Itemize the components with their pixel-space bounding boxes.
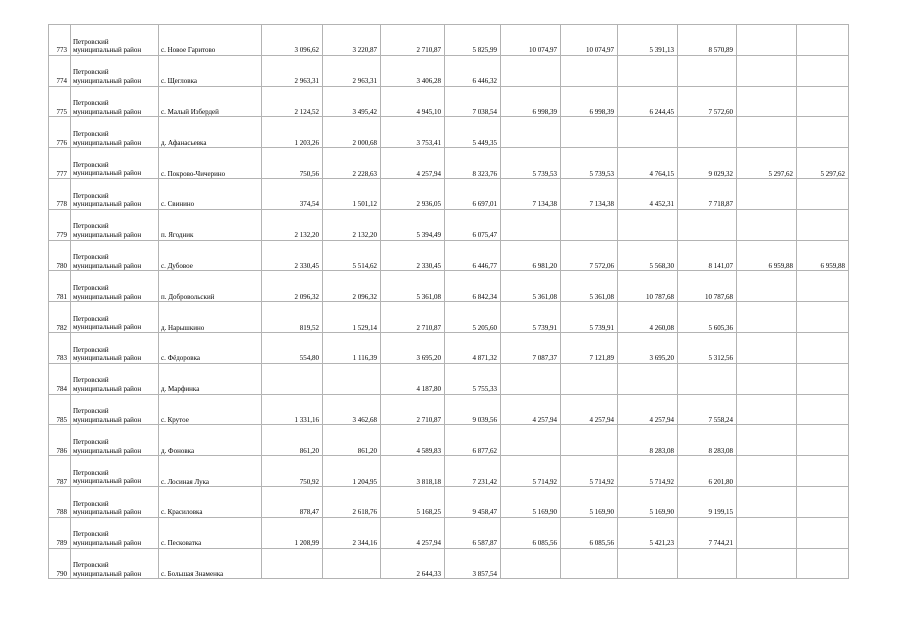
- value-cell: [797, 548, 849, 579]
- value-cell: 4 589,83: [381, 425, 445, 456]
- value-cell: [323, 363, 381, 394]
- value-cell: 5 739,91: [501, 302, 561, 333]
- value-cell: [561, 55, 618, 86]
- value-cell: 5 168,25: [381, 486, 445, 517]
- locality-name: с. Крутое: [159, 394, 262, 425]
- value-cell: [323, 548, 381, 579]
- table-row: [49, 148, 849, 179]
- value-cell: 5 568,30: [618, 240, 678, 271]
- value-cell: 5 312,56: [678, 332, 737, 363]
- table-row: [49, 209, 849, 240]
- value-cell: 6 981,20: [501, 240, 561, 271]
- table-row: [49, 363, 849, 394]
- row-number: 785: [49, 394, 71, 425]
- district-name: Петровский муниципальный район: [71, 517, 159, 548]
- value-cell: [797, 517, 849, 548]
- row-number: 774: [49, 55, 71, 86]
- row-number: 775: [49, 86, 71, 117]
- value-cell: 5 449,35: [445, 117, 501, 148]
- value-cell: [501, 425, 561, 456]
- row-number: 776: [49, 117, 71, 148]
- value-cell: 3 406,28: [381, 55, 445, 86]
- value-cell: 4 257,94: [618, 394, 678, 425]
- value-cell: 5 421,23: [618, 517, 678, 548]
- value-cell: 6 446,77: [445, 240, 501, 271]
- value-cell: [797, 425, 849, 456]
- locality-name: д. Нарышкино: [159, 302, 262, 333]
- value-cell: [737, 25, 797, 56]
- district-name: Петровский муниципальный район: [71, 117, 159, 148]
- district-name: Петровский муниципальный район: [71, 486, 159, 517]
- value-cell: [678, 363, 737, 394]
- value-cell: 3 857,54: [445, 548, 501, 579]
- district-name: Петровский муниципальный район: [71, 178, 159, 209]
- row-number: 784: [49, 363, 71, 394]
- value-cell: [797, 302, 849, 333]
- district-name: Петровский муниципальный район: [71, 302, 159, 333]
- table-row: [49, 456, 849, 487]
- value-cell: 4 871,32: [445, 332, 501, 363]
- value-cell: 5 825,99: [445, 25, 501, 56]
- value-cell: 4 187,80: [381, 363, 445, 394]
- value-cell: [797, 486, 849, 517]
- value-cell: 10 787,68: [618, 271, 678, 302]
- value-cell: [737, 271, 797, 302]
- value-cell: [618, 548, 678, 579]
- locality-name: с. Большая Знаменка: [159, 548, 262, 579]
- value-cell: [737, 86, 797, 117]
- value-cell: [561, 117, 618, 148]
- value-cell: 2 132,20: [262, 209, 323, 240]
- value-cell: 2 330,45: [262, 240, 323, 271]
- value-cell: 1 208,99: [262, 517, 323, 548]
- value-cell: [618, 363, 678, 394]
- value-cell: [737, 517, 797, 548]
- value-cell: 5 169,90: [618, 486, 678, 517]
- value-cell: 8 323,76: [445, 148, 501, 179]
- locality-name: с. Щегловка: [159, 55, 262, 86]
- value-cell: 5 605,36: [678, 302, 737, 333]
- value-cell: 2 644,33: [381, 548, 445, 579]
- value-cell: [561, 425, 618, 456]
- value-cell: 3 495,42: [323, 86, 381, 117]
- row-number: 789: [49, 517, 71, 548]
- value-cell: 6 998,39: [561, 86, 618, 117]
- value-cell: 7 134,38: [501, 178, 561, 209]
- row-number: 777: [49, 148, 71, 179]
- locality-name: с. Лосиная Лука: [159, 456, 262, 487]
- table-row: [49, 486, 849, 517]
- district-name: Петровский муниципальный район: [71, 548, 159, 579]
- value-cell: 5 714,92: [618, 456, 678, 487]
- value-cell: [797, 25, 849, 56]
- value-cell: 1 501,12: [323, 178, 381, 209]
- value-cell: 7 718,87: [678, 178, 737, 209]
- value-cell: 878,47: [262, 486, 323, 517]
- row-number: 779: [49, 209, 71, 240]
- value-cell: 10 074,97: [501, 25, 561, 56]
- value-cell: 7 134,38: [561, 178, 618, 209]
- value-cell: 2 132,20: [323, 209, 381, 240]
- table-row: [49, 425, 849, 456]
- value-cell: [678, 55, 737, 86]
- value-cell: [737, 117, 797, 148]
- value-cell: [618, 209, 678, 240]
- value-cell: [262, 548, 323, 579]
- value-cell: 6 587,87: [445, 517, 501, 548]
- value-cell: [737, 486, 797, 517]
- value-cell: 2 096,32: [323, 271, 381, 302]
- value-cell: 8 570,89: [678, 25, 737, 56]
- value-cell: 554,80: [262, 332, 323, 363]
- value-cell: 5 394,49: [381, 209, 445, 240]
- table-row: [49, 271, 849, 302]
- value-cell: 5 361,08: [561, 271, 618, 302]
- value-cell: 1 203,26: [262, 117, 323, 148]
- value-cell: 3 753,41: [381, 117, 445, 148]
- value-cell: 5 205,60: [445, 302, 501, 333]
- district-name: Петровский муниципальный район: [71, 425, 159, 456]
- value-cell: 8 283,08: [678, 425, 737, 456]
- locality-name: п. Добровольский: [159, 271, 262, 302]
- district-name: Петровский муниципальный район: [71, 363, 159, 394]
- value-cell: [797, 271, 849, 302]
- value-cell: 2 228,63: [323, 148, 381, 179]
- value-cell: [737, 425, 797, 456]
- value-cell: 750,56: [262, 148, 323, 179]
- locality-name: с. Свинино: [159, 178, 262, 209]
- value-cell: [737, 209, 797, 240]
- table-row: [49, 178, 849, 209]
- value-cell: [501, 117, 561, 148]
- row-number: 790: [49, 548, 71, 579]
- value-cell: [618, 117, 678, 148]
- data-table: [48, 24, 849, 579]
- value-cell: 861,20: [262, 425, 323, 456]
- value-cell: [737, 332, 797, 363]
- district-name: Петровский муниципальный район: [71, 332, 159, 363]
- value-cell: [501, 55, 561, 86]
- locality-name: с. Песковатка: [159, 517, 262, 548]
- value-cell: 2 344,16: [323, 517, 381, 548]
- locality-name: с. Фёдоровка: [159, 332, 262, 363]
- value-cell: 7 744,21: [678, 517, 737, 548]
- value-cell: 6 244,45: [618, 86, 678, 117]
- value-cell: 750,92: [262, 456, 323, 487]
- value-cell: [797, 394, 849, 425]
- locality-name: с. Новое Гаритово: [159, 25, 262, 56]
- value-cell: 6 959,88: [797, 240, 849, 271]
- value-cell: [678, 117, 737, 148]
- value-cell: [737, 363, 797, 394]
- value-cell: 4 452,31: [618, 178, 678, 209]
- value-cell: 2 963,31: [262, 55, 323, 86]
- value-cell: [797, 55, 849, 86]
- value-cell: 5 714,92: [501, 456, 561, 487]
- value-cell: [797, 456, 849, 487]
- district-name: Петровский муниципальный район: [71, 148, 159, 179]
- value-cell: 2 710,87: [381, 394, 445, 425]
- value-cell: 10 074,97: [561, 25, 618, 56]
- value-cell: [737, 178, 797, 209]
- row-number: 783: [49, 332, 71, 363]
- value-cell: [618, 55, 678, 86]
- value-cell: [737, 548, 797, 579]
- value-cell: 6 959,88: [737, 240, 797, 271]
- value-cell: 9 458,47: [445, 486, 501, 517]
- locality-name: с. Малый Избердей: [159, 86, 262, 117]
- locality-name: д. Фоновка: [159, 425, 262, 456]
- table-row: [49, 55, 849, 86]
- value-cell: 1 116,39: [323, 332, 381, 363]
- table-row: [49, 25, 849, 56]
- value-cell: [501, 548, 561, 579]
- value-cell: 5 739,91: [561, 302, 618, 333]
- value-cell: 6 697,01: [445, 178, 501, 209]
- value-cell: [737, 302, 797, 333]
- value-cell: 6 877,62: [445, 425, 501, 456]
- value-cell: 7 231,42: [445, 456, 501, 487]
- value-cell: [797, 86, 849, 117]
- table-row: [49, 394, 849, 425]
- row-number: 773: [49, 25, 71, 56]
- value-cell: 5 297,62: [797, 148, 849, 179]
- value-cell: 3 695,20: [381, 332, 445, 363]
- value-cell: 6 085,56: [561, 517, 618, 548]
- district-name: Петровский муниципальный район: [71, 271, 159, 302]
- value-cell: 1 331,16: [262, 394, 323, 425]
- value-cell: 2 124,52: [262, 86, 323, 117]
- value-cell: 7 038,54: [445, 86, 501, 117]
- value-cell: 6 075,47: [445, 209, 501, 240]
- value-cell: 4 260,08: [618, 302, 678, 333]
- value-cell: [561, 209, 618, 240]
- district-name: Петровский муниципальный район: [71, 25, 159, 56]
- value-cell: 10 787,68: [678, 271, 737, 302]
- row-number: 782: [49, 302, 71, 333]
- value-cell: 7 572,06: [561, 240, 618, 271]
- value-cell: 5 755,33: [445, 363, 501, 394]
- value-cell: [262, 363, 323, 394]
- table-row: [49, 302, 849, 333]
- table-row: [49, 332, 849, 363]
- value-cell: 819,52: [262, 302, 323, 333]
- row-number: 780: [49, 240, 71, 271]
- value-cell: 3 096,62: [262, 25, 323, 56]
- value-cell: 2 096,32: [262, 271, 323, 302]
- value-cell: [797, 363, 849, 394]
- value-cell: 374,54: [262, 178, 323, 209]
- table-row: [49, 86, 849, 117]
- value-cell: 1 204,95: [323, 456, 381, 487]
- value-cell: 6 201,80: [678, 456, 737, 487]
- district-name: Петровский муниципальный район: [71, 456, 159, 487]
- table-row: [49, 240, 849, 271]
- row-number: 781: [49, 271, 71, 302]
- row-number: 788: [49, 486, 71, 517]
- district-name: Петровский муниципальный район: [71, 394, 159, 425]
- value-cell: 2 963,31: [323, 55, 381, 86]
- value-cell: [737, 394, 797, 425]
- value-cell: 4 257,94: [381, 148, 445, 179]
- value-cell: 9 029,32: [678, 148, 737, 179]
- row-number: 787: [49, 456, 71, 487]
- value-cell: [678, 548, 737, 579]
- value-cell: 7 087,37: [501, 332, 561, 363]
- value-cell: 5 169,90: [561, 486, 618, 517]
- value-cell: 7 558,24: [678, 394, 737, 425]
- locality-name: с. Покрово-Чичерино: [159, 148, 262, 179]
- district-name: Петровский муниципальный район: [71, 209, 159, 240]
- value-cell: 6 842,34: [445, 271, 501, 302]
- value-cell: 9 039,56: [445, 394, 501, 425]
- value-cell: 861,20: [323, 425, 381, 456]
- value-cell: 2 618,76: [323, 486, 381, 517]
- value-cell: 5 739,53: [561, 148, 618, 179]
- value-cell: 3 695,20: [618, 332, 678, 363]
- value-cell: 3 462,68: [323, 394, 381, 425]
- value-cell: 2 936,05: [381, 178, 445, 209]
- value-cell: 6 998,39: [501, 86, 561, 117]
- value-cell: 4 764,15: [618, 148, 678, 179]
- value-cell: [797, 117, 849, 148]
- value-cell: 9 199,15: [678, 486, 737, 517]
- value-cell: 2 330,45: [381, 240, 445, 271]
- value-cell: 4 257,94: [501, 394, 561, 425]
- value-cell: 8 141,07: [678, 240, 737, 271]
- value-cell: [797, 332, 849, 363]
- value-cell: 7 572,60: [678, 86, 737, 117]
- district-name: Петровский муниципальный район: [71, 55, 159, 86]
- value-cell: 5 361,08: [501, 271, 561, 302]
- locality-name: с. Дубовое: [159, 240, 262, 271]
- table-row: [49, 117, 849, 148]
- value-cell: 5 714,92: [561, 456, 618, 487]
- value-cell: [501, 363, 561, 394]
- row-number: 778: [49, 178, 71, 209]
- value-cell: [678, 209, 737, 240]
- value-cell: 6 446,32: [445, 55, 501, 86]
- value-cell: 7 121,89: [561, 332, 618, 363]
- value-cell: 5 739,53: [501, 148, 561, 179]
- value-cell: 6 085,56: [501, 517, 561, 548]
- value-cell: 1 529,14: [323, 302, 381, 333]
- value-cell: 5 391,13: [618, 25, 678, 56]
- locality-name: д. Марфинка: [159, 363, 262, 394]
- table-row: [49, 548, 849, 579]
- value-cell: [797, 209, 849, 240]
- value-cell: 4 257,94: [561, 394, 618, 425]
- district-name: Петровский муниципальный район: [71, 240, 159, 271]
- value-cell: 2 710,87: [381, 302, 445, 333]
- locality-name: с. Красиловка: [159, 486, 262, 517]
- value-cell: 8 283,08: [618, 425, 678, 456]
- value-cell: 4 257,94: [381, 517, 445, 548]
- value-cell: [797, 178, 849, 209]
- locality-name: п. Ягодник: [159, 209, 262, 240]
- table-row: [49, 517, 849, 548]
- locality-name: д. Афанасьевка: [159, 117, 262, 148]
- value-cell: 5 169,90: [501, 486, 561, 517]
- value-cell: [737, 456, 797, 487]
- value-cell: 3 220,87: [323, 25, 381, 56]
- value-cell: 5 297,62: [737, 148, 797, 179]
- value-cell: [561, 548, 618, 579]
- value-cell: 5 514,62: [323, 240, 381, 271]
- value-cell: 2 000,68: [323, 117, 381, 148]
- value-cell: 3 818,18: [381, 456, 445, 487]
- value-cell: 5 361,08: [381, 271, 445, 302]
- value-cell: [737, 55, 797, 86]
- value-cell: [561, 363, 618, 394]
- value-cell: 2 710,87: [381, 25, 445, 56]
- value-cell: 4 945,10: [381, 86, 445, 117]
- value-cell: [501, 209, 561, 240]
- district-name: Петровский муниципальный район: [71, 86, 159, 117]
- row-number: 786: [49, 425, 71, 456]
